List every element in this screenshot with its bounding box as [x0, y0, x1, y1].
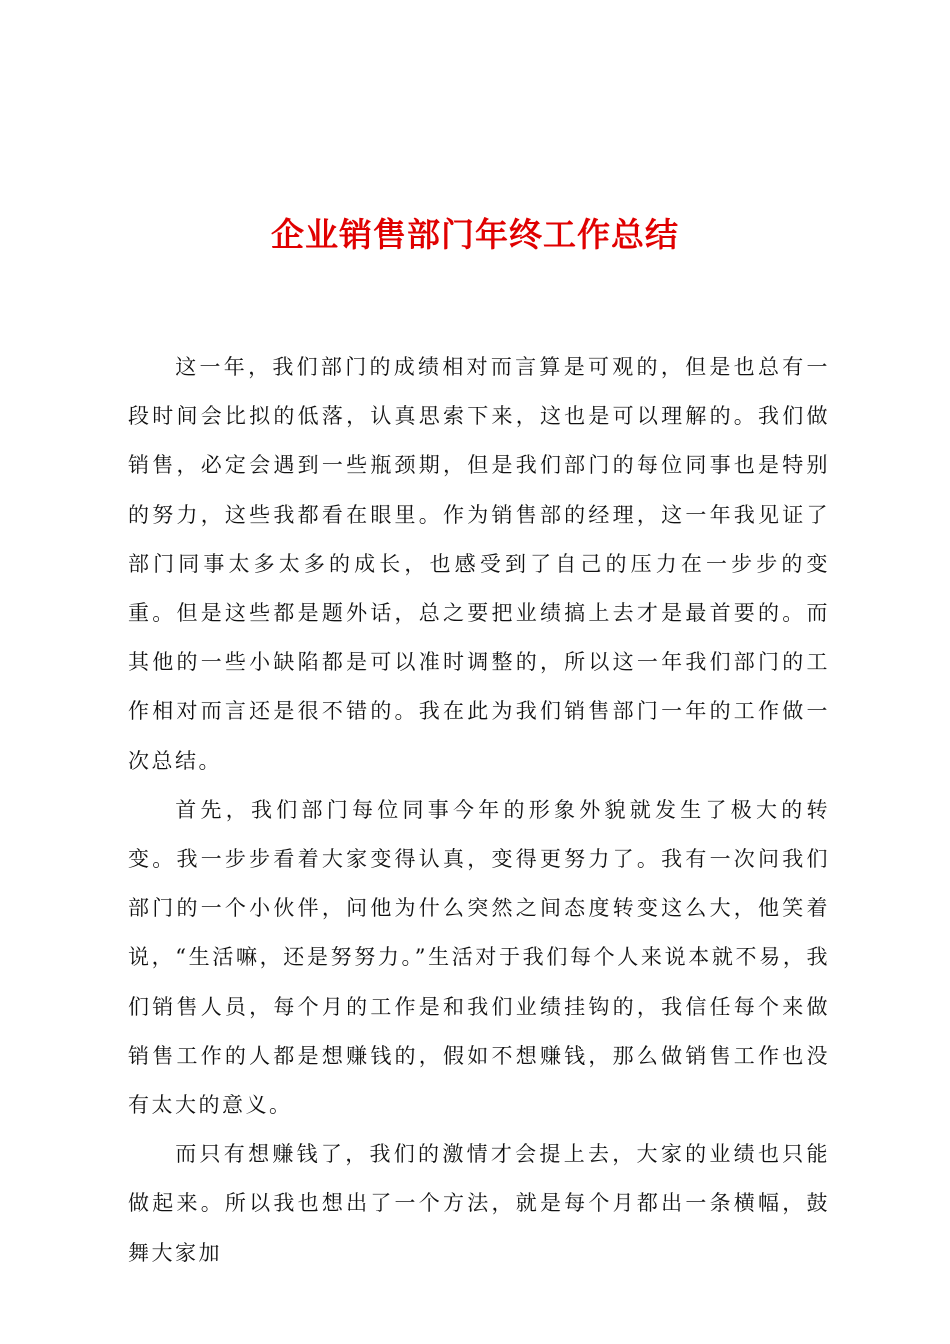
paragraph-3: 而只有想赚钱了，我们的激情才会提上去，大家的业绩也只能做起来。所以我也想出了一个方法，就是每个月都出一条横幅，鼓舞大家加 [128, 1142, 830, 1265]
document-title: 企业销售部门年终工作总结 [271, 215, 679, 254]
paragraph-2: 首先，我们部门每位同事今年的形象外貌就发生了极大的转变。我一步步看着大家变得认真，变得更努力了。我有一次问我们部门的一个小伙伴，问他为什么突然之间态度转变这么大，他笑着说，“生活嘛，还是努努力。”生活对于我们每个人来说本就不易，我们销售人员，每个月的工作是和我们业绩挂钩的，我信任每个来做销售工作的人都是想赚钱的，假如不想赚钱，那么做销售工作也没有太大的意义。 [128, 797, 830, 1118]
paragraph-1: 这一年，我们部门的成绩相对而言算是可观的，但是也总有一段时间会比拟的低落，认真思索下来，这也是可以理解的。我们做销售，必定会遇到一些瓶颈期，但是我们部门的每位同事也是特别的努力，这些我都看在眼里。作为销售部的经理，这一年我见证了部门同事太多太多的成长，也感受到了自己的压力在一步步的变重。但是这些都是题外话，总之要把业绩搞上去才是最首要的。而其他的一些小缺陷都是可以准时调整的，所以这一年我们部门的工作相对而言还是很不错的。我在此为我们销售部门一年的工作做一次总结。 [128, 355, 830, 773]
document-body [128, 343, 830, 1278]
